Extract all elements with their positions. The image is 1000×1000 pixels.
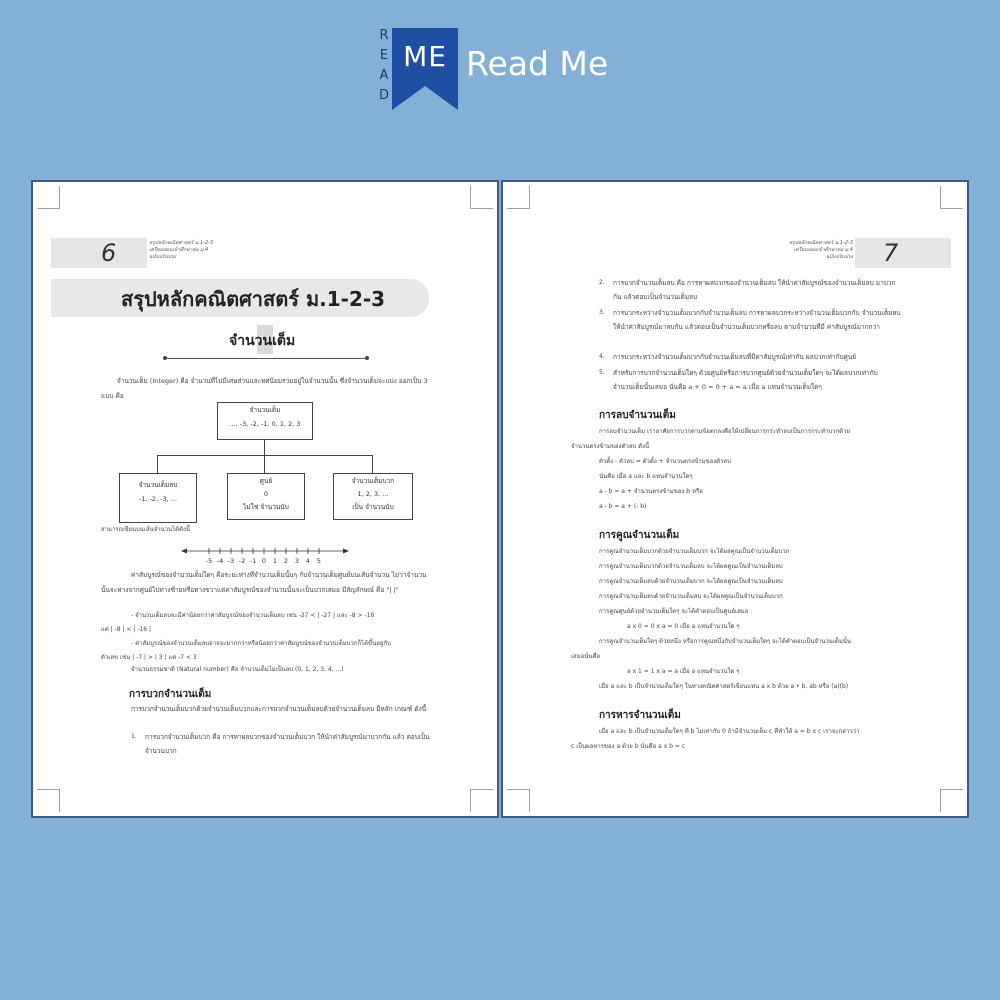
crop-mark xyxy=(470,186,493,209)
natural-number-note: จำนวนธรรมชาติ (Natural number) คือ จำนวนเต็มไม่เป็นลบ (0, 1, 2, 3, 4, ...) xyxy=(131,666,344,673)
tree-negative-box: จำนวนเต็มลบ -1, -2, -3, ... xyxy=(119,473,197,523)
section-heading-division: การหารจำนวนเต็ม xyxy=(599,710,681,721)
crop-mark xyxy=(940,186,963,209)
list-item: การบวกจำนวนเต็มลบ คือ การหาผลบวกของจำนวนเต็มลบ ให้นำค่าสัมบูรณ์ของจำนวนเต็มลบ มาบวกกัน แล้วตอบเป็นจำนวนเต็มลบ xyxy=(613,279,896,301)
abs-note-1: - จำนวนเต็มลบจะมีค่าน้อยกว่าค่าสัมบูรณ์ของจำนวนเต็มลบ เช่น -27 < | -27 | และ -8 > -16 xyxy=(131,612,375,619)
multiplication-line: การคูณจำนวนเต็มลบด้วยจำนวนเต็มลบ จะได้ผลคูณเป็นจำนวนเต็มบวก xyxy=(599,593,783,600)
list-item: การบวกจำนวนเต็มบวก คือ การหาผลบวกของจำนวนเต็มบวก ให้นำค่าสัมบูรณ์มาบวกกัน แล้ว ตอบเป็นจำนวนบวก xyxy=(145,733,430,755)
numline-tick-label: 4 xyxy=(305,557,311,565)
subtraction-line: a - b = a + จำนวนตรงข้ามของ b หรือ xyxy=(599,488,703,495)
list-item: การบวกระหว่างจำนวนเต็มบวกกับจำนวนเต็มลบ การหาผลบวกระหว่างจำนวนเต็มบวกกับ จำนวนเต็มลบ ให้นำค่าสัมบูรณ์มาลบกัน แล้วตอบเป็นจำนวนเต็มบวกหรือลบ ตามจำนวนที่มี ค่าสัมบูรณ์มากกว่า xyxy=(613,309,901,331)
section-heading-subtraction: การลบจำนวนเต็ม xyxy=(599,410,676,421)
tree-positive-box: จำนวนเต็มบวก 1, 2, 3, ... เป็น จำนวนนับ xyxy=(333,473,413,520)
multiplication-line: a x 0 = 0 x a = 0 เมื่อ a แทนจำนวนใด ๆ xyxy=(627,623,740,630)
list-item: การบวกระหว่างจำนวนเต็มบวกกับจำนวนเต็มลบที่มีค่าสัมบูรณ์เท่ากัน ผลบวกเท่ากับศูนย์ xyxy=(613,353,857,361)
abs-note-2b: ตัวเลข เช่น | -7 | > | 3 | แต่ -7 < 3 xyxy=(101,654,197,661)
running-header: สรุปหลักคณิตศาสตร์ ม.1-2-3 เตรียมสอบเข้าศึกษาต่อ ม.4 ฉบับปรับปรุง xyxy=(149,240,214,260)
tree-connector xyxy=(157,455,158,473)
intro-paragraph: จำนวนเต็ม (Integer) คือ จำนวนที่ไม่มีเศษส่วนและทศนิยมรวมอยู่ในจำนวนนั้น ซึ่งจำนวนเต็มจะแบ่ง ออกเป็น 3 แบบ คือ xyxy=(101,377,428,400)
multiplication-line: การคูณจำนวนเต็มลบด้วยจำนวนเต็มบวก จะได้ผลคูณเป็นจำนวนเต็มลบ xyxy=(599,578,783,585)
section-subtitle: จำนวนเต็ม xyxy=(229,333,296,349)
page-number: 7 xyxy=(883,239,899,267)
page-number-band xyxy=(855,238,951,268)
subtraction-line: a - b = a + (- b) xyxy=(599,503,647,510)
page-number: 6 xyxy=(101,239,117,267)
division-line: c เป็นผลหารของ a ด้วย b นั่นคือ a x b = c xyxy=(571,743,686,750)
absolute-value-paragraph: ค่าสัมบูรณ์ของจำนวนเต็มใดๆ คือระยะห่างที่จำนวนเต็มนั้นๆ กับจำนวนเต็มศูนย์บนเส้นจำนวน ไม่ว่าจำนวนนั้นจะห่างจากศูนย์ไปทางซ้ายหรือทางขวาแต่ค่าสัมบูรณ์ของจำนวนนั้นจะเป็นบวกเสมอ มีสัญลักษณ์ คือ "| |" xyxy=(101,571,427,594)
list-number: 5. xyxy=(599,369,605,376)
brand-name: Read Me xyxy=(466,44,609,83)
division-line: เมื่อ a และ b เป็นจำนวนเต็มใดๆ ที่ b ไม่เท่ากับ 0 ถ้ามีจำนวนเต็ม c ที่ทำให้ a = b x c เราจะกล่าวว่า xyxy=(599,728,860,735)
section-heading-addition: การบวกจำนวนเต็ม xyxy=(129,689,212,700)
subtraction-line: จำนวนตรงข้ามของตัวลบ ดังนี้ xyxy=(571,443,650,450)
list-number: 3. xyxy=(599,309,605,316)
numline-tick-label: -3 xyxy=(227,557,235,565)
section-heading-multiplication: การคูณจำนวนเต็ม xyxy=(599,530,680,541)
left-page xyxy=(33,182,497,816)
multiplication-line: เมื่อ a และ b เป็นจำนวนเต็มใดๆ ในทางคณิตศาสตร์เขียนแทน a x b ด้วย a • b, ab หรือ (a)(b) xyxy=(599,683,849,690)
list-number: 4. xyxy=(599,353,605,360)
multiplication-line: เสมอนั่นคือ xyxy=(571,653,601,660)
page-title: สรุปหลักคณิตศาสตร์ ม.1-2-3 xyxy=(121,287,386,311)
multiplication-line: การคูณจำนวนเต็มใดๆ ด้วยหนึ่ง หรือการคูณหนึ่งกับจำนวนเต็มใดๆ จะได้คำตอบเป็นจำนวนเต็มนั้น xyxy=(599,638,851,645)
multiplication-line: a x 1 = 1 x a = a เมื่อ a แทนจำนวนใด ๆ xyxy=(627,668,740,675)
list-number: 2. xyxy=(599,279,605,286)
subtraction-line: นั่นคือ เมื่อ a และ b แทนจำนวนใดๆ xyxy=(599,473,693,480)
numline-tick-label: -2 xyxy=(238,557,246,565)
crop-mark xyxy=(940,789,963,812)
logo-me: ME xyxy=(403,40,447,73)
numline-tick-label: 0 xyxy=(261,557,267,565)
numline-tick-label: -1 xyxy=(249,557,257,565)
logo-read-letters: R E A D xyxy=(378,28,389,103)
multiplication-line: การคูณจำนวนเต็มบวกด้วยจำนวนเต็มบวก จะได้ผลคูณเป็นจำนวนเต็มบวก xyxy=(599,548,790,555)
crop-mark xyxy=(37,789,60,812)
addition-intro: การบวกจำนวนเต็มบวกด้วยจำนวนเต็มบวกและการบวกจำนวนเต็มลบด้วยจำนวนเต็มลบ มีหลัก เกณฑ์ ดังนี้ xyxy=(131,705,427,713)
crop-mark xyxy=(470,789,493,812)
numline-tick-label: -5 xyxy=(205,557,213,565)
tree-connector xyxy=(372,455,373,473)
crop-mark xyxy=(37,186,60,209)
crop-mark xyxy=(507,186,530,209)
tree-root-box: จำนวนเต็ม ..., -3, -2, -1, 0, 1, 2, 3 xyxy=(217,402,313,440)
abs-note-1b: แต่ | -8 | < | -16 | xyxy=(101,626,152,633)
numline-tick-label: 5 xyxy=(316,557,322,565)
tree-connector xyxy=(264,439,265,455)
numline-tick-label: -4 xyxy=(216,557,224,565)
subtraction-line: ตัวตั้ง - ตัวลบ = ตัวตั้ง + จำนวนตรงข้ามของตัวลบ xyxy=(599,458,731,465)
running-header: สรุปหลักคณิตศาสตร์ ม.1-2-3 เตรียมสอบเข้าศึกษาต่อ ม.4 ฉบับปรับปรุง xyxy=(788,240,853,260)
number-line xyxy=(181,546,351,566)
multiplication-line: การคูณจำนวนเต็มบวกด้วยจำนวนเต็มลบ จะได้ผลคูณเป็นจำนวนเต็มลบ xyxy=(599,563,783,570)
numline-tick-label: 2 xyxy=(283,557,289,565)
numline-tick-label: 3 xyxy=(294,557,300,565)
multiplication-line: การคูณศูนย์ด้วยจำนวนเต็มใดๆ จะได้คำตอบเป็นศูนย์เสมอ xyxy=(599,608,749,615)
numline-tick-label: 1 xyxy=(272,557,278,565)
tree-connector xyxy=(264,455,265,473)
abs-note-2: - ค่าสัมบูรณ์ของจำนวนเต็มลบอาจจะมากกว่าหรือน้อยกว่าค่าสัมบูรณ์ของจำนวนเต็มบวกก็ได้ขึ้นอยู่กับ xyxy=(131,640,391,647)
subtitle-underline xyxy=(165,358,367,359)
crop-mark xyxy=(507,789,530,812)
numline-caption: สามารถเขียนบนเส้นจำนวนได้ดังนี้ xyxy=(101,526,191,533)
list-item: สำหรับการบวกจำนวนเต็มใดๆ ด้วยศูนย์หรือการบวกศูนย์ด้วยจำนวนเต็มใดๆ จะได้ผลบวกเท่ากับ จำนวนเต็มนั้นเสมอ นั่นคือ a + 0 = 0 + a = a เมื่อ a แทนจำนวนเต็มใดๆ xyxy=(613,369,878,391)
page-number-band xyxy=(51,238,147,268)
list-number: 1. xyxy=(131,733,137,740)
subtraction-line: การลบจำนวนเต็ม เราอาศัยการบวกตามข้อตกลงคือให้เปลี่ยนการกระทำลบเป็นการกระทำบวกด้วย xyxy=(599,428,850,435)
tree-zero-box: ศูนย์ 0 ไม่ใช่ จำนวนนับ xyxy=(227,473,305,520)
right-page xyxy=(503,182,967,816)
